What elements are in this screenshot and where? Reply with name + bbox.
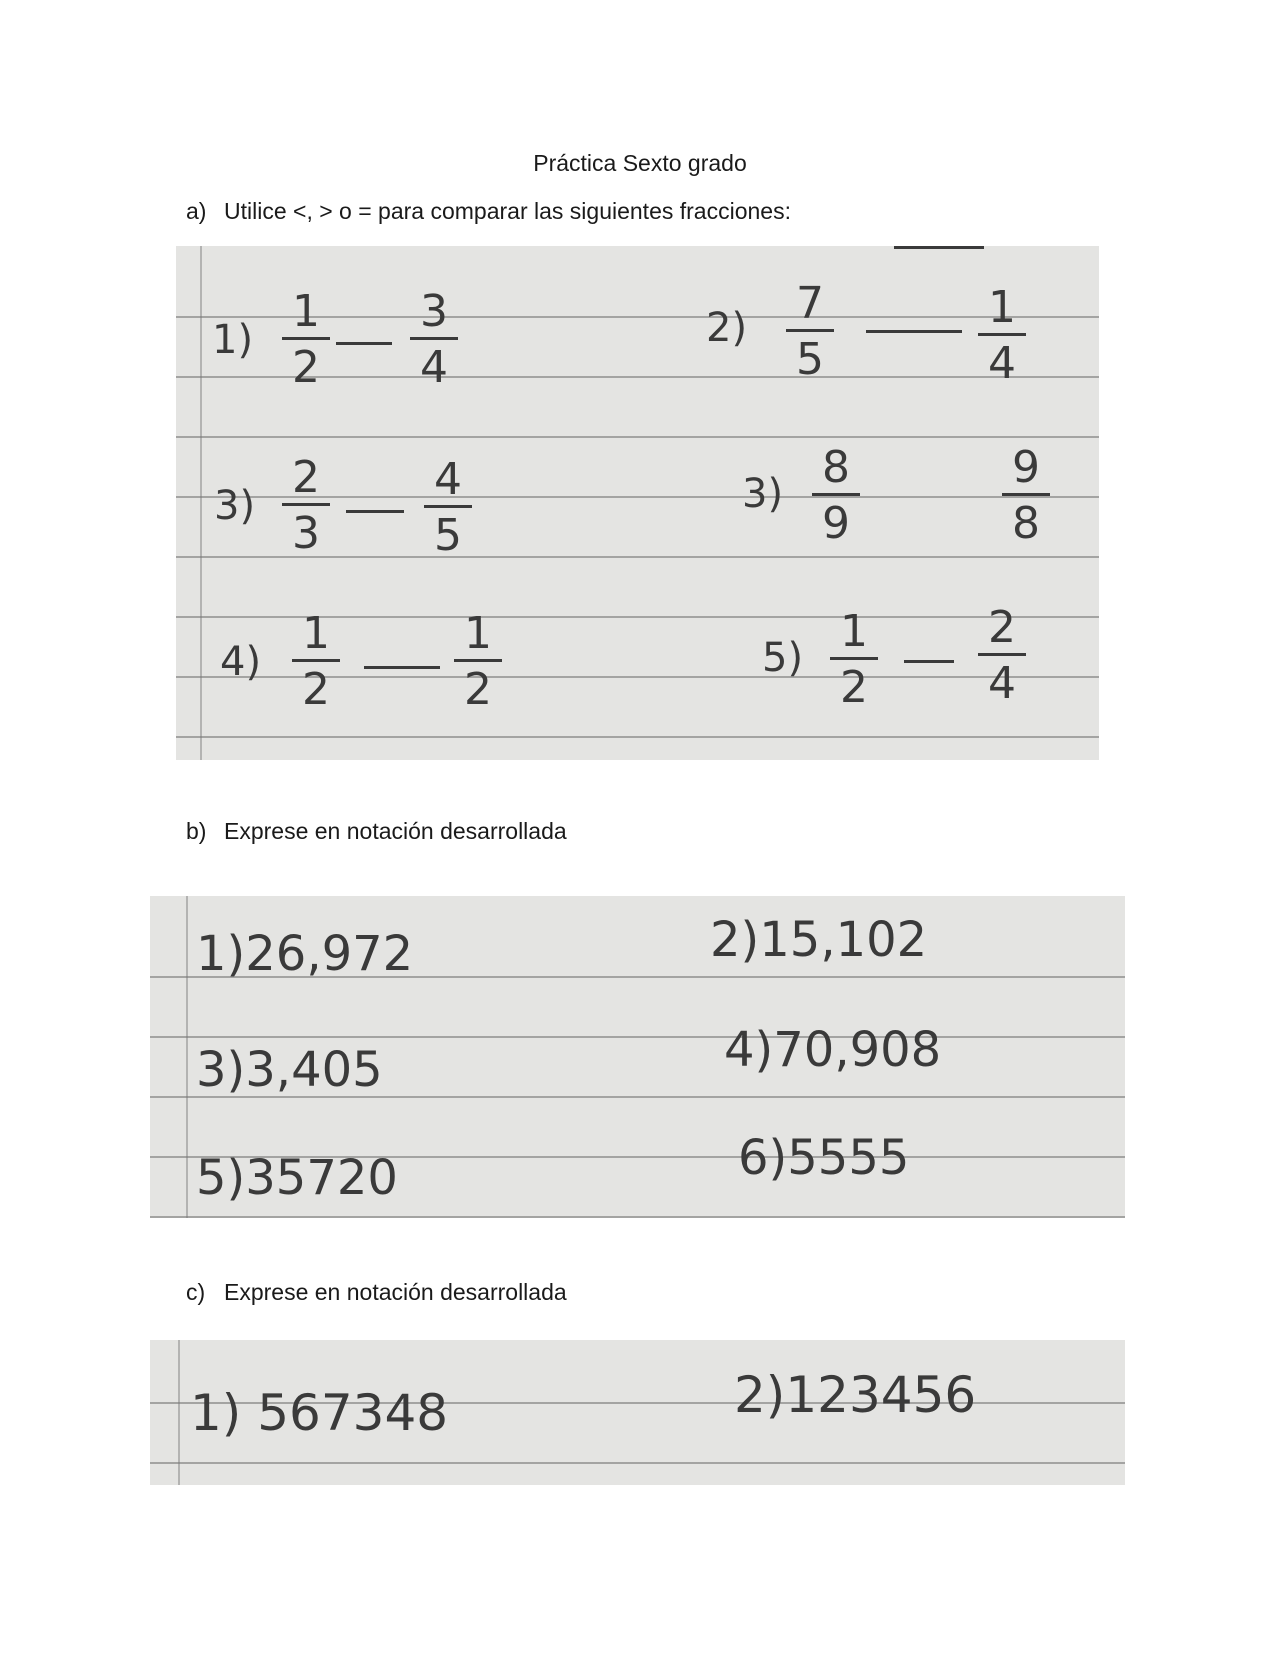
fraction-denominator: 3	[292, 508, 320, 559]
fraction-item-4-left	[806, 442, 866, 549]
fraction-item-6-right	[972, 602, 1032, 709]
number-item-label: 4)	[724, 1022, 774, 1078]
section-a-heading	[186, 198, 791, 225]
fraction-item-4-label: 3)	[742, 471, 784, 517]
fraction-numerator: 3	[420, 286, 448, 337]
number-item-6	[738, 1130, 910, 1186]
number-item-value: 5555	[787, 1130, 910, 1186]
fraction-denominator: 2	[840, 662, 868, 713]
expanded-notation-exercises-image-2	[150, 1340, 1125, 1485]
fraction-numerator: 2	[292, 452, 320, 503]
section-b-letter: b)	[186, 818, 207, 844]
comparison-blank	[364, 666, 440, 669]
section-a-letter: a)	[186, 198, 207, 224]
fraction-item-1-right	[404, 286, 464, 393]
expanded-notation-exercises-image	[150, 896, 1125, 1218]
fraction-numerator: 1	[988, 282, 1016, 333]
fraction-item-2-right	[972, 282, 1032, 389]
fraction-denominator: 9	[822, 498, 850, 549]
comparison-blank	[904, 660, 954, 663]
number-item-2	[710, 912, 928, 968]
fraction-item-2-left	[780, 278, 840, 385]
number-item-value: 26,972	[245, 926, 414, 982]
number-item-value: 567348	[257, 1384, 449, 1442]
comparison-blank	[336, 342, 392, 345]
fraction-numerator: 2	[988, 602, 1016, 653]
section-c-instruction: Exprese en notación desarrollada	[224, 1279, 567, 1305]
fraction-item-5-label: 4)	[220, 639, 262, 685]
fraction-denominator: 5	[796, 334, 824, 385]
fraction-item-5-right	[448, 608, 508, 715]
fraction-item-3-label: 3)	[214, 483, 256, 529]
number-item-c1	[190, 1384, 449, 1442]
section-b-heading	[186, 818, 567, 845]
number-item-1	[196, 926, 414, 982]
fraction-item-6-left	[824, 606, 884, 713]
fraction-numerator: 1	[302, 608, 330, 659]
fraction-item-3-left	[276, 452, 336, 559]
fraction-item-3-right	[418, 454, 478, 561]
fraction-denominator: 2	[464, 664, 492, 715]
fraction-item-5-left	[286, 608, 346, 715]
fraction-denominator: 5	[434, 510, 462, 561]
number-item-label: 6)	[738, 1130, 788, 1186]
section-c-heading	[186, 1279, 567, 1306]
fraction-denominator: 2	[302, 664, 330, 715]
number-item-label: 3)	[196, 1042, 246, 1098]
fraction-numerator: 4	[434, 454, 462, 505]
number-item-5	[196, 1150, 398, 1206]
fraction-numerator: 9	[1012, 442, 1040, 493]
fraction-exercises-image	[176, 246, 1099, 760]
number-item-label: 2)	[710, 912, 760, 968]
number-item-value: 35720	[245, 1150, 398, 1206]
number-item-4	[724, 1022, 942, 1078]
fraction-numerator: 7	[796, 278, 824, 329]
number-item-value: 70,908	[773, 1022, 942, 1078]
section-a-instruction: Utilice <, > o = para comparar las siguientes fracciones:	[224, 198, 791, 224]
fraction-item-4-right	[996, 442, 1056, 549]
section-b-instruction: Exprese en notación desarrollada	[224, 818, 567, 844]
fraction-item-1-label: 1)	[212, 317, 254, 363]
number-item-value: 123456	[785, 1366, 977, 1424]
number-item-c2	[734, 1366, 977, 1424]
number-item-value: 15,102	[759, 912, 928, 968]
section-c-letter: c)	[186, 1279, 206, 1305]
fraction-numerator: 1	[464, 608, 492, 659]
comparison-blank	[866, 330, 962, 333]
number-item-label: 1)	[190, 1384, 242, 1442]
fraction-item-1-left	[276, 286, 336, 393]
fraction-denominator: 4	[988, 338, 1016, 389]
page-title: Práctica Sexto grado	[533, 150, 747, 176]
number-item-3	[196, 1042, 383, 1098]
number-item-label: 5)	[196, 1150, 246, 1206]
number-item-value: 3,405	[245, 1042, 383, 1098]
fraction-denominator: 8	[1012, 498, 1040, 549]
fraction-denominator: 4	[420, 342, 448, 393]
number-item-label: 1)	[196, 926, 246, 982]
fraction-numerator: 8	[822, 442, 850, 493]
comparison-blank	[346, 510, 404, 513]
fraction-numerator: 1	[840, 606, 868, 657]
fraction-item-2-label: 2)	[706, 305, 748, 351]
fraction-numerator: 1	[292, 286, 320, 337]
fraction-denominator: 2	[292, 342, 320, 393]
fraction-item-6-label: 5)	[762, 635, 804, 681]
fraction-denominator: 4	[988, 658, 1016, 709]
number-item-label: 2)	[734, 1366, 786, 1424]
comparison-blank	[894, 246, 984, 249]
